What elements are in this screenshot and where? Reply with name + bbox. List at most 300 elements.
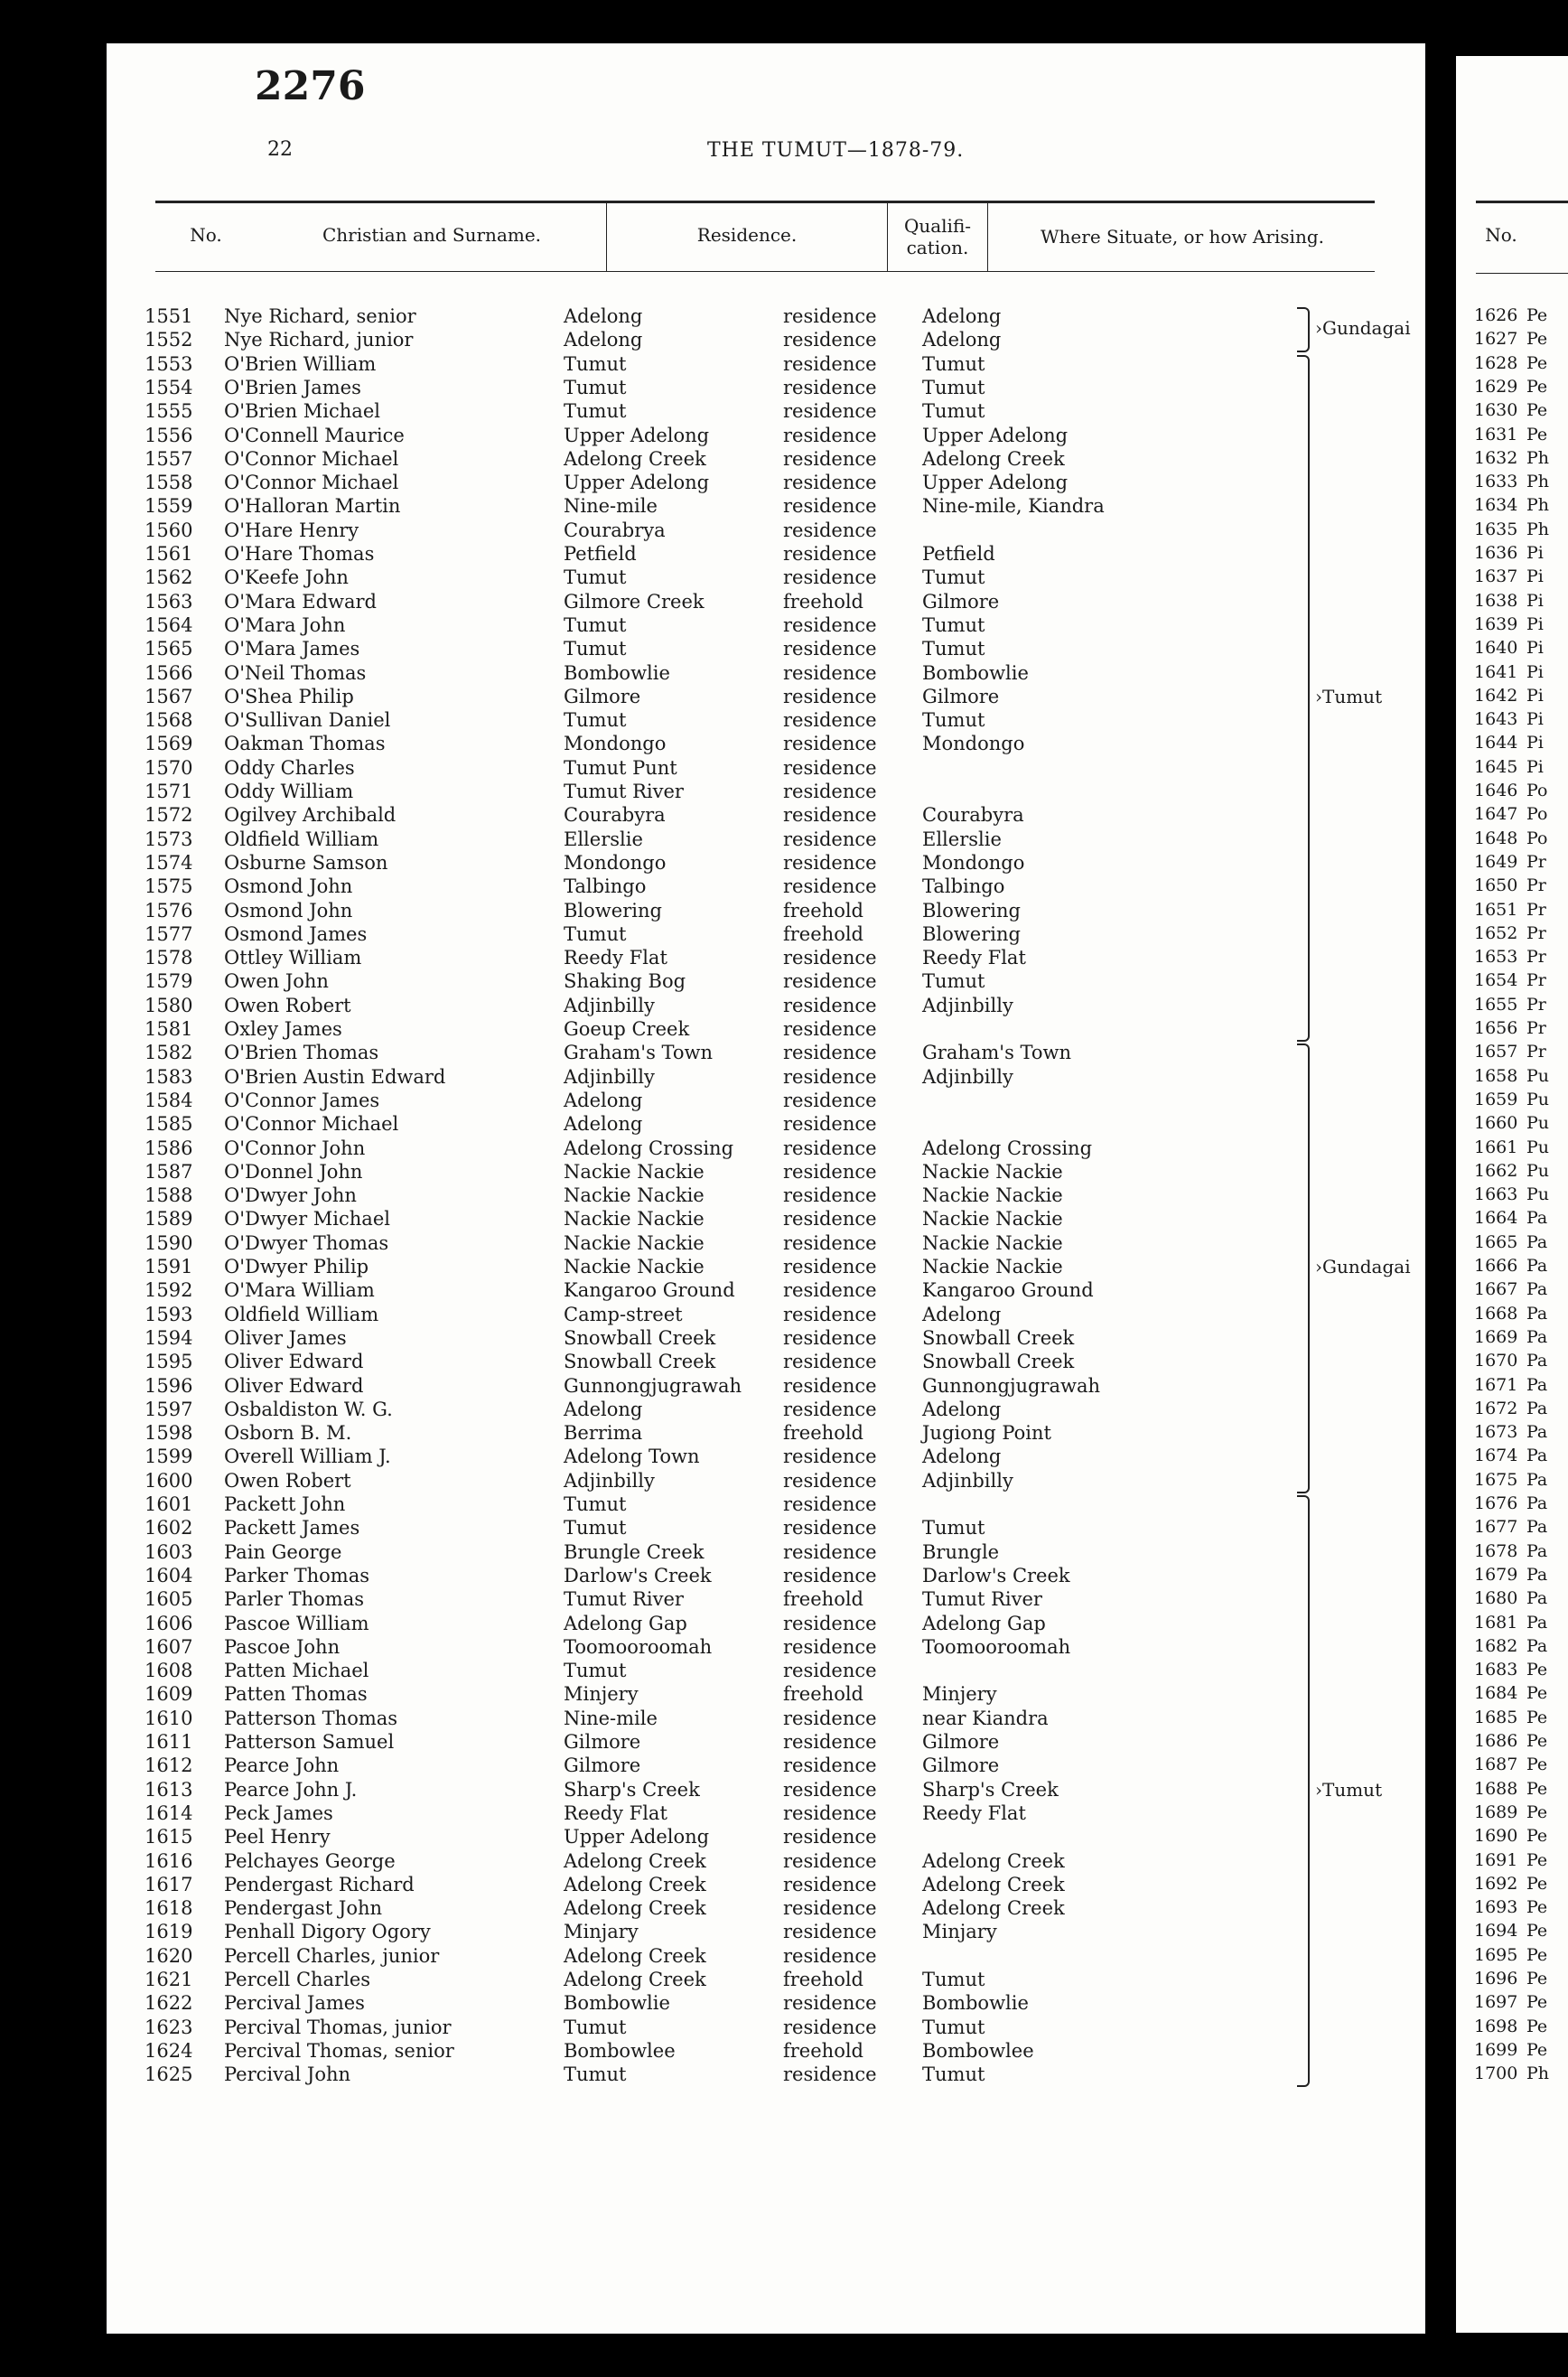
entry-residence: Adelong Creek [564,1897,706,1920]
entry-name: Oddy Charles [224,756,355,779]
folio-number: 2276 [255,63,366,109]
entry-where: Gilmore [922,1731,1000,1753]
entry-where: Tumut [922,2016,985,2038]
entry-number: 1563 [145,590,193,613]
facing-entry-number: 1684 [1474,1683,1518,1704]
entry-where: Ellerslie [922,828,1002,850]
entry-qualification: residence [783,1921,877,1943]
facing-entry-number: 1667 [1474,1279,1518,1300]
entry-name: O'Dwyer Philip [224,1256,369,1277]
facing-entry-name: Pi [1526,566,1544,587]
entry-where: Nackie Nackie [922,1160,1063,1183]
entry-where: Gilmore [922,685,1000,707]
facing-entry-name: Pa [1526,1208,1548,1229]
facing-entry-name: Pe [1526,1826,1548,1847]
entry-qualification: residence [783,2063,877,2086]
entry-residence: Tumut [564,1517,627,1539]
entry-residence: Adelong Creek [564,1849,706,1872]
entry-residence: Minjery [564,1683,639,1706]
register-row [145,1517,1391,1540]
facing-entry-name: Pu [1526,1160,1550,1181]
entry-residence: Sharp's Creek [564,1778,700,1801]
entry-name: O'Mara William [224,1279,375,1302]
district-label: ›Tumut [1315,685,1383,707]
entry-residence: Tumut Punt [564,756,677,779]
entry-name: Pascoe William [224,1612,369,1634]
facing-entry-number: 1655 [1474,994,1518,1015]
entry-qualification: residence [783,1755,877,1777]
entry-qualification: residence [783,1018,877,1040]
entry-name: Percival Thomas, junior [224,2016,452,2038]
facing-entry-name: Pe [1526,1683,1548,1704]
facing-entry-number: 1685 [1474,1707,1518,1727]
entry-where: Gunnongjugrawah [922,1374,1101,1397]
register-row [145,495,1391,519]
entry-where: Mondongo [922,851,1025,874]
entry-residence: Snowball Creek [564,1326,716,1349]
entry-name: O'Donnel John [224,1160,363,1183]
entry-qualification: residence [783,400,877,423]
entry-qualification: residence [783,2016,877,2038]
entry-name: Peel Henry [224,1826,331,1848]
facing-entry-name: Pe [1526,1778,1548,1799]
facing-entry-name: Pi [1526,638,1544,659]
entry-name: O'Connell Maurice [224,424,405,446]
facing-entry-name: Pi [1526,543,1544,563]
entry-qualification: residence [783,566,877,589]
entry-name: O'Brien Austin Edward [224,1065,446,1088]
entry-residence: Upper Adelong [564,1826,710,1848]
register-row [145,1232,1391,1256]
entry-name: Percival Thomas, senior [224,2039,454,2062]
entry-residence: Graham's Town [564,1042,714,1064]
register-row [145,1066,1391,1090]
entry-where: Adjinbilly [922,1469,1013,1492]
entry-where: Adelong Gap [922,1612,1046,1634]
facing-entry-name: Pa [1526,1517,1548,1538]
facing-entry-name: Pi [1526,590,1544,611]
facing-entry-name: Pr [1526,899,1546,920]
entry-name: Pain George [224,1540,342,1563]
facing-entry-name: Pe [1526,1801,1548,1822]
register-row [145,377,1391,400]
entry-qualification: residence [783,756,877,779]
entry-number: 1572 [145,804,193,827]
entry-residence: Minjary [564,1921,639,1943]
header-name: Christian and Surname. [322,224,542,246]
entry-residence: Tumut [564,566,627,589]
facing-entry-number: 1674 [1474,1446,1518,1466]
entry-where: Petfield [922,543,995,565]
entry-number: 1592 [145,1279,193,1302]
register-row [145,757,1391,781]
facing-entry-name: Pe [1526,305,1548,325]
facing-entry-number: 1661 [1474,1137,1518,1157]
entry-where: Brungle [922,1540,1000,1563]
entry-residence: Adelong Gap [564,1612,687,1634]
entry-qualification: residence [783,1944,877,1967]
entry-residence: Tumut [564,613,627,636]
facing-header-no: No. [1485,224,1517,246]
entry-qualification: residence [783,1065,877,1088]
entry-number: 1610 [145,1707,193,1729]
entry-residence: Courabyra [564,804,666,827]
register-row [145,1137,1391,1161]
entry-residence: Tumut [564,1493,627,1515]
entry-residence: Berrima [564,1422,643,1445]
district-bracket [1297,355,1310,1042]
entry-number: 1580 [145,994,193,1016]
facing-entry-number: 1634 [1474,495,1518,516]
facing-entry-name: Pe [1526,1992,1548,2013]
entry-name: Overell William J. [224,1446,391,1468]
entry-name: O'Dwyer Thomas [224,1231,389,1254]
entry-where: Nackie Nackie [922,1208,1063,1231]
entry-name: Osmond John [224,899,353,922]
facing-entry-number: 1700 [1474,2063,1518,2084]
register-row [145,448,1391,472]
facing-entry-name: Pr [1526,1018,1546,1038]
register-row [145,425,1391,448]
entry-where: Adelong Creek [922,1897,1065,1920]
entry-residence: Adelong Crossing [564,1137,734,1159]
entry-residence: Nackie Nackie [564,1184,705,1207]
entry-qualification: residence [783,1873,877,1895]
entry-where: Adelong Creek [922,1873,1065,1895]
entry-where: Adjinbilly [922,1065,1013,1088]
facing-entry-name: Pi [1526,756,1544,777]
register-row [145,1422,1391,1446]
entry-where: Minjary [922,1921,997,1943]
facing-entry-name: Po [1526,804,1548,825]
register-row [145,1042,1391,1065]
facing-entry-number: 1654 [1474,970,1518,991]
entry-residence: Ellerslie [564,828,643,850]
register-row [145,1636,1391,1660]
entry-name: Percival John [224,2063,351,2086]
entry-number: 1620 [145,1944,193,1967]
register-row [145,1613,1391,1636]
entry-where: Nine-mile, Kiandra [922,495,1105,518]
entry-name: Pearce John [224,1755,340,1777]
entry-qualification: residence [783,1897,877,1920]
entry-number: 1552 [145,329,193,351]
entry-number: 1608 [145,1660,193,1682]
facing-entry-number: 1628 [1474,352,1518,373]
entry-number: 1596 [145,1374,193,1397]
facing-entry-number: 1668 [1474,1303,1518,1324]
facing-entry-number: 1650 [1474,875,1518,896]
entry-name: Oldfield William [224,828,379,850]
entry-where: Sharp's Creek [922,1778,1059,1801]
entry-where: Blowering [922,922,1021,945]
entry-where: Blowering [922,899,1021,922]
entry-residence: Snowball Creek [564,1351,716,1373]
facing-entry-name: Pu [1526,1137,1550,1157]
register-row [145,1018,1391,1042]
facing-entry-name: Pr [1526,922,1546,943]
entry-name: Patten Thomas [224,1683,368,1706]
facing-entry-name: Pa [1526,1231,1548,1252]
entry-where: Tumut [922,566,985,589]
entry-number: 1555 [145,400,193,423]
facing-entry-number: 1677 [1474,1517,1518,1538]
entry-qualification: residence [783,661,877,684]
entry-qualification: residence [783,947,877,969]
register-row [145,353,1391,377]
entry-residence: Tumut River [564,1588,684,1611]
entry-number: 1613 [145,1778,193,1801]
entry-number: 1607 [145,1635,193,1658]
entry-qualification: freehold [783,1683,863,1706]
entry-qualification: residence [783,1493,877,1515]
entry-qualification: freehold [783,590,863,613]
entry-residence: Adelong Creek [564,1969,706,1990]
entry-number: 1557 [145,447,193,470]
entry-number: 1554 [145,376,193,398]
facing-entry-name: Pa [1526,1469,1548,1490]
entry-name: O'Connor Michael [224,472,399,494]
register-row [145,662,1391,686]
register-row [145,1874,1391,1897]
entry-name: Osborn B. M. [224,1422,352,1445]
facing-entry-name: Pa [1526,1326,1548,1347]
entry-where: Courabyra [922,804,1024,827]
entry-number: 1583 [145,1065,193,1088]
entry-name: Packett James [224,1517,360,1539]
register-row [145,519,1391,543]
register-row [145,1113,1391,1137]
entry-residence: Tumut [564,2016,627,2038]
entry-residence: Tumut [564,400,627,423]
entry-number: 1591 [145,1256,193,1277]
entry-name: Nye Richard, senior [224,305,416,327]
entry-number: 1587 [145,1160,193,1183]
entry-qualification: residence [783,1517,877,1539]
facing-entry-name: Pa [1526,1422,1548,1443]
entry-number: 1597 [145,1398,193,1420]
entry-name: Osburne Samson [224,851,388,874]
entry-number: 1565 [145,638,193,660]
facing-entry-name: Pr [1526,994,1546,1015]
entry-where: Reedy Flat [922,1801,1026,1824]
facing-entry-name: Pa [1526,1635,1548,1656]
page-title: THE TUMUT—1878-79. [707,139,965,162]
facing-entry-number: 1632 [1474,447,1518,468]
facing-entry-name: Pa [1526,1612,1548,1633]
entry-where: Adelong [922,305,1002,327]
entry-where: Tumut [922,970,985,993]
facing-page [1456,56,1568,2333]
entry-name: Pascoe John [224,1635,341,1658]
entry-residence: Adelong Creek [564,1873,706,1895]
register-row [145,1802,1391,1826]
facing-entry-name: Pi [1526,661,1544,682]
entry-where: Tumut [922,376,985,398]
entry-residence: Kangaroo Ground [564,1279,735,1302]
facing-entry-number: 1627 [1474,329,1518,350]
entry-number: 1571 [145,781,193,802]
entry-name: Percell Charles [224,1969,371,1990]
entry-residence: Brungle Creek [564,1540,705,1563]
facing-entry-name: Pa [1526,1279,1548,1300]
facing-entry-name: Pr [1526,875,1546,896]
entry-residence: Tumut [564,352,627,375]
entry-where: Nackie Nackie [922,1184,1063,1207]
facing-entry-name: Ph [1526,495,1550,516]
entry-number: 1615 [145,1826,193,1848]
entry-name: O'Connor Michael [224,1113,399,1136]
entry-number: 1617 [145,1873,193,1895]
entry-where: Tumut River [922,1588,1042,1611]
entry-number: 1585 [145,1113,193,1136]
entry-number: 1560 [145,519,193,541]
register-row [145,1660,1391,1683]
facing-entry-number: 1670 [1474,1351,1518,1371]
facing-entry-number: 1683 [1474,1660,1518,1680]
facing-entry-name: Pi [1526,613,1544,634]
facing-entry-name: Pe [1526,1707,1548,1727]
entry-residence: Adelong Town [564,1446,700,1468]
district-label: ›Tumut [1315,1778,1383,1801]
entry-qualification: residence [783,1540,877,1563]
facing-entry-name: Pe [1526,1921,1548,1942]
entry-name: O'Sullivan Daniel [224,709,391,732]
facing-entry-number: 1635 [1474,519,1518,539]
entry-number: 1616 [145,1849,193,1872]
register-row [145,1850,1391,1874]
entry-number: 1606 [145,1612,193,1634]
district-bracket [1297,1043,1310,1493]
entry-qualification: residence [783,1160,877,1183]
facing-entry-name: Pa [1526,1303,1548,1324]
entry-number: 1584 [145,1089,193,1111]
entry-qualification: residence [783,352,877,375]
entry-where: Tumut [922,2063,985,2086]
entry-qualification: residence [783,305,877,327]
register-row [145,1279,1391,1303]
entry-number: 1601 [145,1493,193,1515]
facing-entry-number: 1630 [1474,400,1518,421]
facing-entry-number: 1680 [1474,1588,1518,1609]
facing-entry-name: Pa [1526,1564,1548,1585]
facing-entry-name: Pe [1526,1969,1548,1989]
entry-residence: Adelong [564,305,643,327]
entry-qualification: residence [783,424,877,446]
entry-residence: Adelong [564,1089,643,1111]
entry-number: 1612 [145,1755,193,1777]
entry-name: Penhall Digory Ogory [224,1921,431,1943]
entry-name: Osbaldiston W. G. [224,1398,393,1420]
facing-entry-name: Pe [1526,1660,1548,1680]
facing-entry-number: 1690 [1474,1826,1518,1847]
entry-where: Adelong [922,1398,1002,1420]
entry-name: Nye Richard, junior [224,329,414,351]
entry-residence: Gilmore [564,1731,641,1753]
entry-residence: Bombowlee [564,2039,676,2062]
register-row [145,1090,1391,1113]
entry-qualification: residence [783,543,877,565]
facing-entry-name: Pe [1526,329,1548,350]
entry-residence: Nackie Nackie [564,1160,705,1183]
entry-residence: Tumut [564,638,627,660]
entry-qualification: residence [783,1707,877,1729]
entry-where: Bombowlee [922,2039,1034,2062]
entry-where: Tumut [922,400,985,423]
register-row [145,1779,1391,1802]
facing-entry-number: 1672 [1474,1398,1518,1418]
entry-residence: Gilmore [564,685,641,707]
entry-residence: Gunnongjugrawah [564,1374,742,1397]
entry-name: Pendergast Richard [224,1873,415,1895]
entry-name: O'Mara John [224,613,346,636]
facing-entry-name: Pa [1526,1374,1548,1395]
entry-name: Parker Thomas [224,1564,369,1586]
entry-where: Nackie Nackie [922,1231,1063,1254]
entry-qualification: residence [783,1660,877,1682]
entry-name: Oakman Thomas [224,733,386,755]
entry-number: 1569 [145,733,193,755]
entry-name: O'Mara James [224,638,360,660]
facing-entry-number: 1658 [1474,1065,1518,1086]
entry-residence: Camp-street [564,1303,683,1325]
district-bracket [1297,1495,1310,2087]
entry-residence: Nackie Nackie [564,1231,705,1254]
entry-residence: Darlow's Creek [564,1564,712,1586]
register-row [145,1161,1391,1184]
entry-name: O'Connor James [224,1089,380,1111]
register-row [145,2017,1391,2040]
register-row [145,472,1391,495]
register-row [145,1708,1391,1731]
register-row [145,1945,1391,1969]
facing-entry-name: Pa [1526,1493,1548,1513]
facing-entry-name: Pr [1526,851,1546,872]
facing-entry-number: 1642 [1474,685,1518,706]
register-row [145,566,1391,590]
entry-number: 1581 [145,1018,193,1040]
entry-where: Minjery [922,1683,997,1706]
entry-where: Tumut [922,638,985,660]
facing-entry-name: Pe [1526,352,1548,373]
entry-where: Adelong [922,329,1002,351]
facing-entry-number: 1641 [1474,661,1518,682]
entry-number: 1577 [145,922,193,945]
register-row [145,1683,1391,1707]
facing-entry-name: Pi [1526,685,1544,706]
facing-entry-number: 1651 [1474,899,1518,920]
entry-name: O'Hare Henry [224,519,359,541]
entry-qualification: residence [783,472,877,494]
entry-residence: Adelong [564,329,643,351]
entry-where: Tumut [922,1517,985,1539]
entry-name: O'Brien James [224,376,361,398]
facing-entry-number: 1665 [1474,1231,1518,1252]
entry-residence: Tumut [564,2063,627,2086]
entry-number: 1588 [145,1184,193,1207]
entry-residence: Tumut [564,922,627,945]
entry-where: Snowball Creek [922,1326,1075,1349]
entry-residence: Adelong Creek [564,447,706,470]
entry-qualification: residence [783,1849,877,1872]
facing-entry-name: Pr [1526,947,1546,968]
entry-number: 1567 [145,685,193,707]
facing-entry-name: Pe [1526,424,1548,445]
entry-residence: Nackie Nackie [564,1208,705,1231]
entry-residence: Shaking Bog [564,970,686,993]
entry-name: Owen Robert [224,1469,351,1492]
register-row [145,995,1391,1018]
